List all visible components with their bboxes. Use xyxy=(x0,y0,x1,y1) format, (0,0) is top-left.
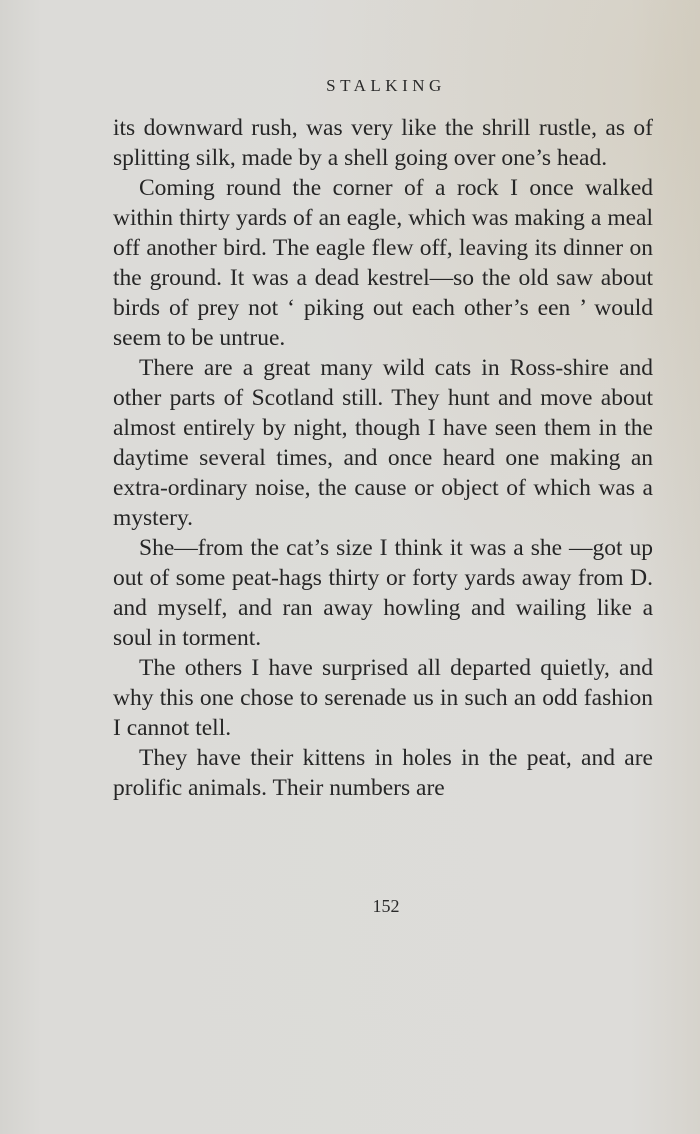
running-head: STALKING xyxy=(326,76,446,95)
page-number: 152 xyxy=(372,896,400,916)
paragraph-2: Coming round the corner of a rock I once walked within thirty yards of an eagle, which was making a meal off another bird. The eagle flew off, leaving its dinner on the ground. It was a dead kestrel—so the old saw about birds of prey not ‘ piking out each other’s een ’ would seem to be untrue. xyxy=(113,175,653,351)
paragraph-5: The others I have surprised all departed quietly, and why this one chose to serenade us in such an odd fashion I cannot tell. xyxy=(113,655,653,741)
paragraph-6: They have their kittens in holes in the peat, and are prolific animals. Their numbers are xyxy=(113,745,653,801)
paragraph-3: There are a great many wild cats in Ross-shire and other parts of Scotland still. They hunt and move about almost entirely by night, though I have seen them in the daytime several times, and once heard one making an extra-ordinary noise, the cause or object of which was a mystery. xyxy=(113,355,653,531)
body-text xyxy=(113,113,653,803)
paragraph-4: She—from the cat’s size I think it was a she —got up out of some peat-hags thirty or forty yards away from D. and myself, and ran away howling and wailing like a soul in torment. xyxy=(113,535,653,651)
paragraph-1: its downward rush, was very like the shrill rustle, as of splitting silk, made by a shell going over one’s head. xyxy=(113,115,653,171)
